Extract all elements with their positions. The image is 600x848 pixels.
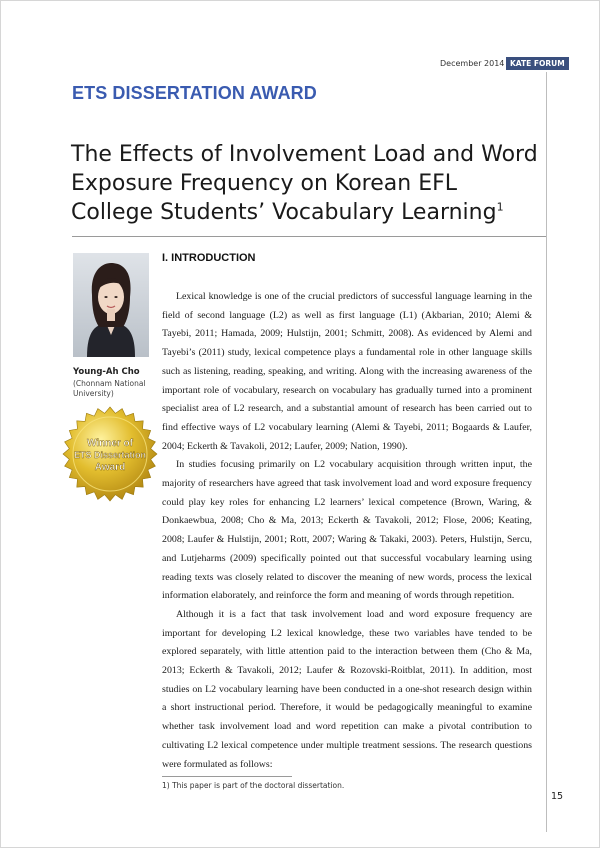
footnote-divider <box>162 776 292 777</box>
paragraph: Although it is a fact that task involvement load and word exposure frequency are important for developing L2 lexical knowledge, these two variables have tended to be explored separately, with little attention paid to the interaction between them (Cho & Ma, 2013; Eckerth & Tavakoli, 2012; Laufer & Rozovski-Roitblat, 2011). In addition, most studies on L2 vocabulary learning have been conducted in a one-shot research design within a short instructional period. Therefore, it would be pedagogically meaningful to examine whether task involvement load and word repetition can make a pivotal contribution to cultivating L2 lexical competence under multiple treatment sessions. The research questions were formulated as follows: <box>162 608 532 770</box>
award-medal <box>61 405 159 503</box>
award-heading: ETS DISSERTATION AWARD <box>72 83 317 103</box>
title-footnote-mark[interactable]: 1 <box>496 200 504 214</box>
medal-text-line3: Award <box>94 462 126 473</box>
medal-text-line1: Winner of <box>86 438 134 449</box>
margin-rule <box>546 72 547 832</box>
paragraph: In studies focusing primarily on L2 vocabulary acquisition through written input, the majority of researchers have agreed that task involvement load and word exposure frequency could play key roles for enhancing L2 learners’ lexical competence (Brown, Waring, & Donkaewbua, 2008; Cho & Ma, 2013; Eckerth & Tavakoli, 2012; Flose, 2006; Keating, 2008; Laufer & Hulstijn, 2001; Rott, 2007; Waring & Takaki, 2003). Peters, Hulstijn, Sercu, and Lutjeharms (2009) specifically pointed out that successful vocabulary learning using reading texts was closely related to discover the meaning of new words, process the lexical information elaborately, and reinforce the form and meaning of words through repetition. <box>162 459 532 602</box>
title-divider <box>72 236 546 237</box>
author-photo-image <box>73 253 149 357</box>
award-seal-icon <box>61 405 159 503</box>
medal-text-line2: ETS Dissertation <box>73 450 147 460</box>
section-heading: I. INTRODUCTION <box>162 252 256 264</box>
journal-badge: KATE FORUM <box>506 57 569 70</box>
author-affiliation: (Chonnam National University) <box>73 379 146 398</box>
article-title <box>71 140 541 227</box>
article-title-text: The Effects of Involvement Load and Word Exposure Frequency on Korean EFL College Students’ Vocabulary Learning <box>71 142 538 225</box>
body-text <box>162 288 532 774</box>
footnote: 1) This paper is part of the doctoral dissertation. <box>162 781 345 790</box>
header-date: December 2014 <box>440 59 505 68</box>
author-photo <box>73 253 149 357</box>
author-name: Young-Ah Cho <box>73 367 140 377</box>
paragraph: Lexical knowledge is one of the crucial predictors of successful language learning in the field of second language (L2) as well as first language (L1) (Akbarian, 2010; Alemi & Tayebi, 2011; Hamada, 2009; Hulstijn, 2001; Schmitt, 2008). As evidenced by Alemi and Tayebi’s (2011) study, lexical competence plays a fundamental role in other language skills such as listening, reading, speaking, and writing. Along with the increasing awareness of the important role of vocabulary, research on vocabulary has gradually turned into a prominent specialist area of L2 research, and a substantial amount of research has been carried out to find effective ways of L2 vocabulary learning (Alemi & Tayebi, 2011; Bogaards & Laufer, 2004; Eckerth & Tavakoli, 2012; Laufer, 2009; Nation, 1990). <box>162 291 532 452</box>
page-number: 15 <box>551 791 564 802</box>
